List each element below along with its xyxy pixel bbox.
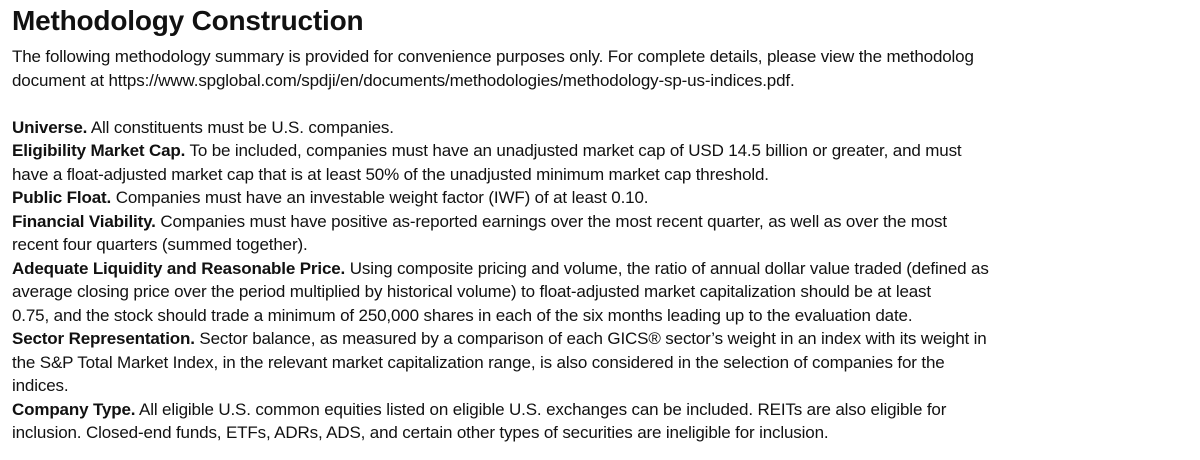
criterion-text: Companies must have positive as-reported earnings over the most recent quarter, as well as over the most — [155, 211, 947, 231]
criterion-text: Companies must have an investable weight factor (IWF) of at least 0.10. — [111, 188, 649, 207]
criterion-term: Adequate Liquidity and Reasonable Price. — [12, 258, 346, 278]
criterion-line — [12, 327, 1198, 351]
paragraph-spacer — [12, 92, 1198, 116]
criterion-text: All constituents must be U.S. companies. — [87, 117, 394, 137]
criterion-text: inclusion. Closed-end funds, ETFs, ADRs, ADS, and certain other types of securities are ineligible for inclusion. — [12, 423, 829, 442]
criterion-sector-representation — [12, 327, 1198, 398]
criterion-line — [12, 116, 1198, 140]
criterion-text: have a float-adjusted market cap that is at least 50% of the unadjusted minimum market cap threshold. — [12, 164, 769, 184]
criterion-line — [12, 257, 1198, 281]
criterion-term: Financial Viability. — [12, 211, 156, 231]
criterion-term: Universe. — [12, 117, 88, 137]
methodology-document — [12, 4, 1198, 445]
criterion-text: recent four quarters (summed together). — [12, 235, 308, 254]
intro-line: document at https://www.spglobal.com/spdji/en/documents/methodologies/methodology-sp-us-indices.pdf. — [12, 70, 795, 90]
criterion-term: Eligibility Market Cap. — [12, 141, 186, 160]
criteria-list — [12, 116, 1198, 445]
intro-line: The following methodology summary is provided for convenience purposes only. For complete details, please view the methodolog — [12, 47, 974, 66]
criterion-eligibility-market-cap — [12, 139, 1198, 186]
criterion-line — [12, 186, 1198, 210]
criterion-text: All eligible U.S. common equities listed on eligible U.S. exchanges can be included. REITs are also eligible for — [135, 399, 947, 419]
criterion-text: the S&P Total Market Index, in the relevant market capitalization range, is also considered in the selection of companies for the — [12, 352, 945, 372]
criterion-text: To be included, companies must have an unadjusted market cap of USD 14.5 billion or greater, and must — [185, 141, 962, 160]
criterion-text: indices. — [12, 376, 69, 395]
criterion-term: Sector Representation. — [12, 329, 195, 348]
criterion-line — [12, 210, 1198, 234]
criterion-term: Public Float. — [12, 188, 112, 207]
criterion-text: average closing price over the period multiplied by historical volume) to float-adjusted market capitalization should be at least — [12, 282, 931, 301]
criterion-text: 0.75, and the stock should trade a minimum of 250,000 shares in each of the six months leading up to the evaluation date. — [12, 305, 913, 325]
intro-paragraph — [12, 45, 1198, 92]
criterion-text: Using composite pricing and volume, the ratio of annual dollar value traded (defined as — [345, 258, 989, 278]
criterion-line — [12, 398, 1198, 422]
criterion-term: Company Type. — [12, 399, 136, 419]
criterion-line — [12, 139, 1198, 163]
criterion-text: Sector balance, as measured by a comparison of each GICS® sector’s weight in an index with its weight in — [194, 329, 987, 348]
criterion-public-float — [12, 186, 1198, 210]
criterion-financial-viability — [12, 210, 1198, 257]
criterion-adequate-liquidity — [12, 257, 1198, 328]
criterion-company-type — [12, 398, 1198, 445]
page-title: Methodology Construction — [12, 5, 364, 36]
criterion-universe — [12, 116, 1198, 140]
